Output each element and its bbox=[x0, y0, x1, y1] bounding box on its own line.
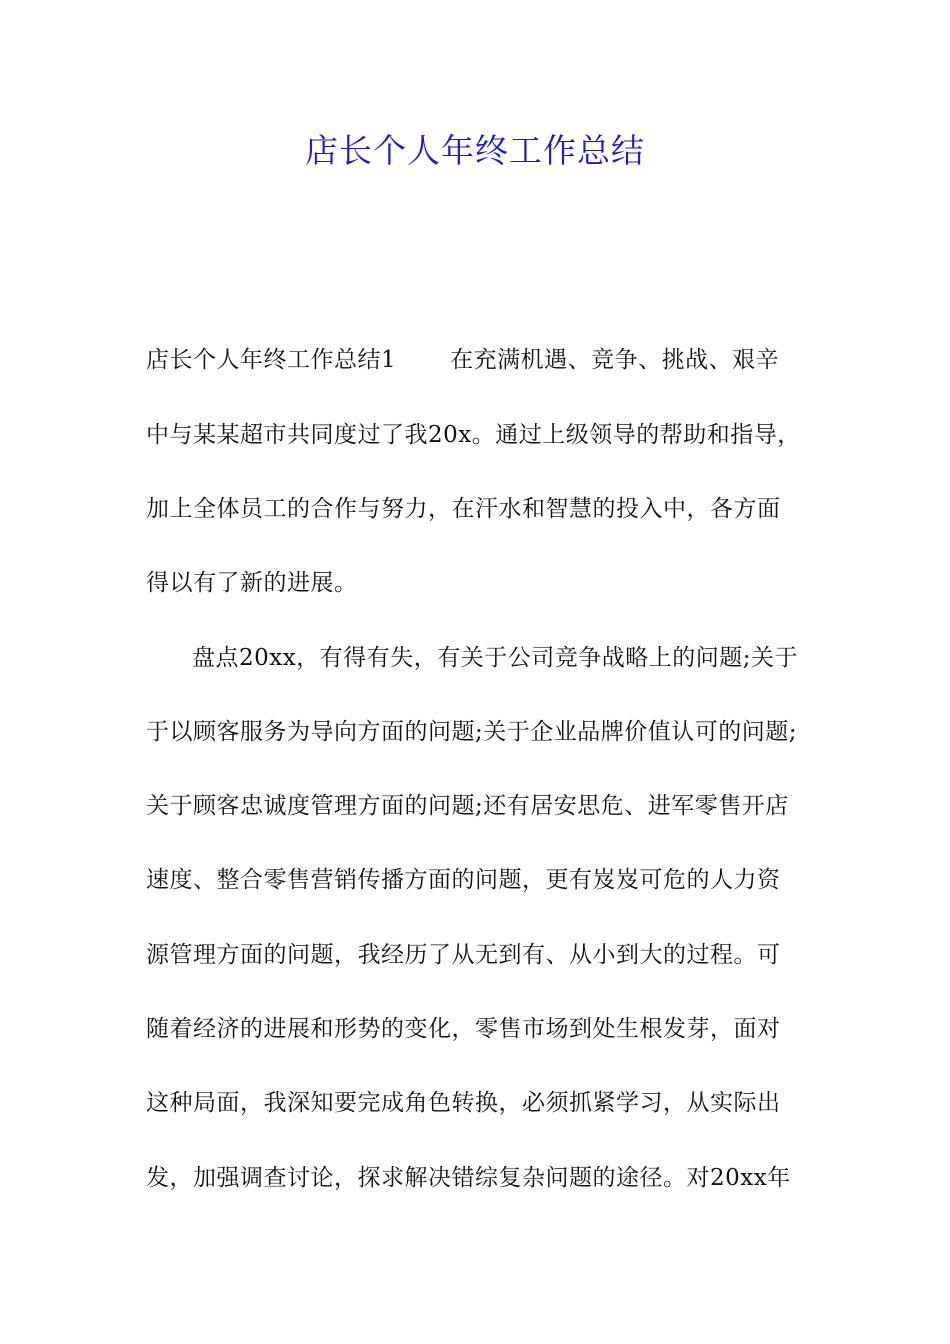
paragraph-line-5: 盘点20xx，有得有失，有关于公司竞争战略上的问题;关于 bbox=[192, 645, 798, 671]
paragraph-line-2: 中与某某超市共同度过了我20x。通过上级领导的帮助和指导， bbox=[146, 422, 801, 448]
paragraph-line-9: 源管理方面的问题，我经历了从无到有、从小到大的过程。可 bbox=[146, 942, 781, 968]
paragraph-text: 在充满机遇、竞争、挑战、艰辛 bbox=[450, 347, 780, 373]
paragraph-line-12: 发，加强调查讨论，探求解决错综复杂问题的途径。对20xx年 bbox=[146, 1165, 791, 1191]
paragraph-line-11: 这种局面，我深知要完成角色转换，必须抓紧学习，从实际出 bbox=[146, 1090, 781, 1116]
paragraph-line-3: 加上全体员工的合作与努力，在汗水和智慧的投入中，各方面 bbox=[146, 496, 781, 522]
paragraph-line-10: 随着经济的进展和形势的变化，零售市场到处生根发芽，面对 bbox=[146, 1016, 781, 1042]
paragraph-line-7: 关于顾客忠诚度管理方面的问题;还有居安思危、进军零售开店 bbox=[146, 793, 789, 819]
paragraph-line-4: 得以有了新的进展。 bbox=[146, 570, 358, 596]
paragraph-line-1 bbox=[146, 342, 826, 378]
document-title: 店长个人年终工作总结 bbox=[305, 131, 645, 170]
paragraph-line-8: 速度、整合零售营销传播方面的问题，更有岌岌可危的人力资 bbox=[146, 867, 781, 893]
section-heading: 店长个人年终工作总结1 bbox=[146, 347, 397, 373]
paragraph-line-6: 于以顾客服务为导向方面的问题;关于企业品牌价值认可的问题; bbox=[146, 719, 797, 745]
